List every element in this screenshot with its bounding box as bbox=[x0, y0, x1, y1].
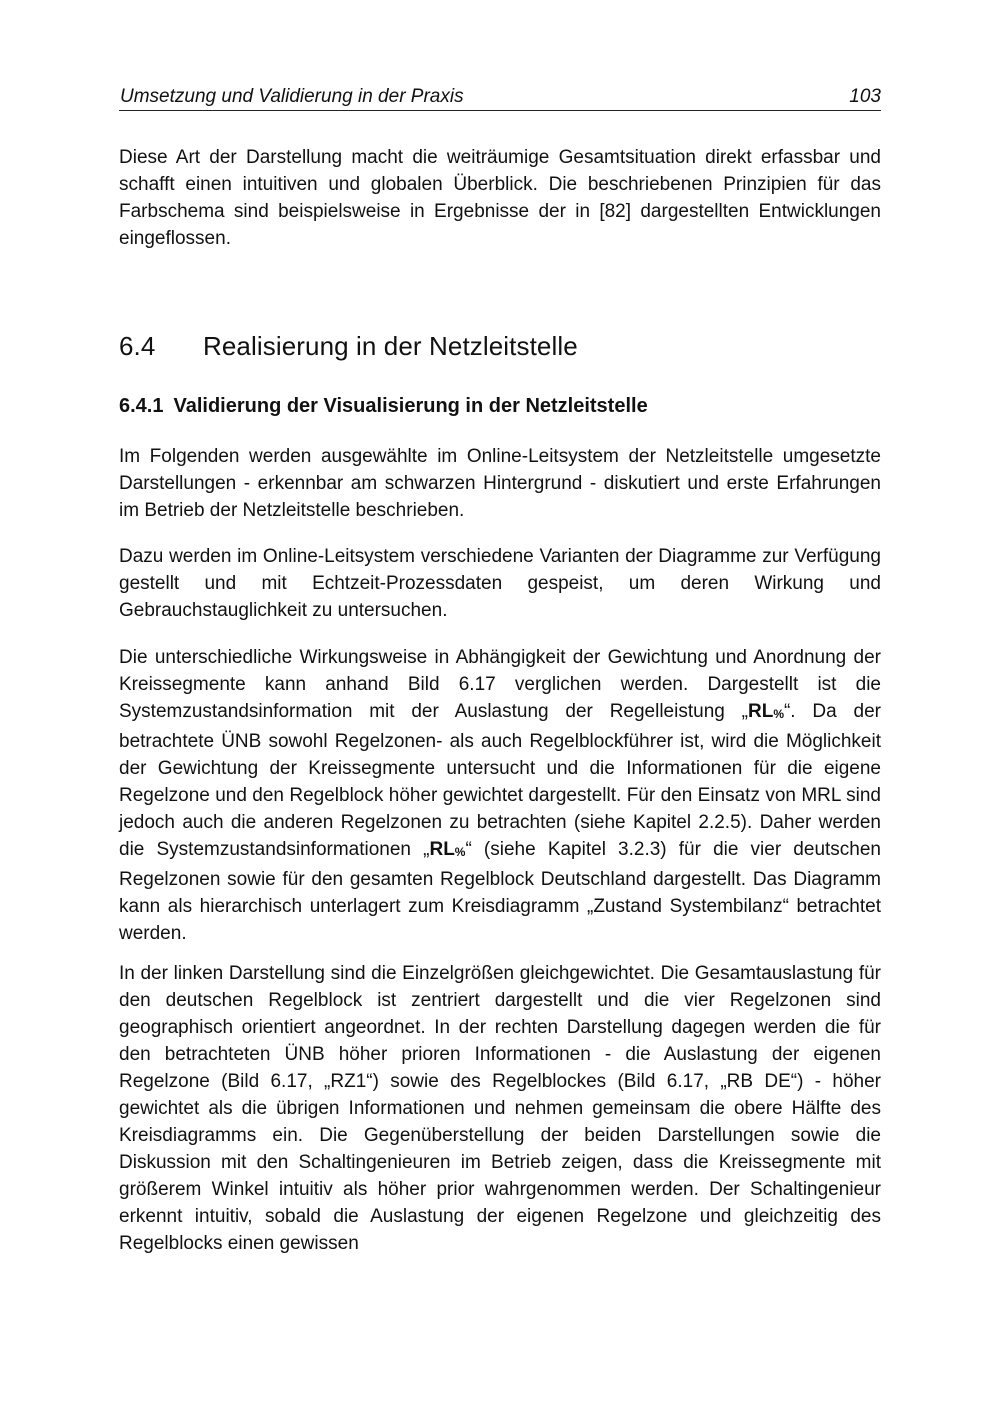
section-heading bbox=[119, 331, 578, 362]
header-title: Umsetzung und Validierung in der Praxis bbox=[120, 86, 464, 107]
paragraph-3-part-b: “. Da der betrachtete ÜNB sowohl Regelzonen- als auch Regelblockführer ist, wird die Möglichkeit der Gewichtung der Kreissegmente untersucht und die Informationen für die eigene Regelzone und den Regelblock höher gewichtet dargestellt. Für den Einsatz von MRL sind jedoch auch die anderen Regelzonen zu betrachten (siehe Kapitel 2.2.5). Daher werden die Systemzustandsinformationen „ bbox=[119, 701, 881, 860]
section-number: 6.4 bbox=[119, 331, 156, 361]
paragraph-2: Dazu werden im Online-Leitsystem verschiedene Varianten der Diagramme zur Verfügung gestellt und mit Echtzeit-Prozessdaten gespeist, um deren Wirkung und Gebrauchstauglichkeit zu untersuchen. bbox=[119, 546, 881, 621]
rl-percent-term: $RL_{\%}$ bbox=[747, 701, 784, 722]
page-number: 103 bbox=[849, 86, 881, 107]
subsection-heading bbox=[119, 395, 648, 418]
subsection-number: 6.4.1 bbox=[119, 395, 164, 417]
running-header bbox=[119, 84, 881, 111]
paragraph-4: In der linken Darstellung sind die Einzelgrößen gleichgewichtet. Die Gesamtauslastung für den deutschen Regelblock ist zentriert dargestellt und die vier Regelzonen sind geographisch orientiert angeordnet. In der rechten Darstellung dagegen werden die für den betrachteten ÜNB höher prioren Informationen - die Auslastung der eigenen Regelzone (Bild 6.17, „RZ1“) sowie des Regelblockes (Bild 6.17, „RB DE“) - höher gewichtet als die übrigen Informationen und nehmen gemeinsam die obere Hälfte des Kreisdiagramms ein. Die Gegenüberstellung der beiden Darstellungen sowie die Diskussion mit den Schaltingenieuren im Betrieb zeigen, dass die Kreissegmente mit größerem Winkel intuitiv als höher prior wahrgenommen werden. Der Schaltingenieur erkennt intuitiv, sobald die Auslastung der eigenen Regelzone und gleichzeitig des Regelblocks einen gewissen bbox=[119, 963, 881, 1254]
paragraph-3-part-a: Die unterschiedliche Wirkungsweise in Abhängigkeit der Gewichtung und Anordnung der Kreissegmente kann anhand Bild 6.17 verglichen werden. Dargestellt ist die Systemzustandsinformation mit der Auslastung der Regelleistung „ bbox=[119, 647, 881, 722]
subsection-title: Validierung der Visualisierung in der Netzleitstelle bbox=[173, 395, 648, 417]
rl-percent-term: $RL_{\%}$ bbox=[429, 839, 466, 860]
paragraph-3 bbox=[119, 644, 881, 947]
paragraph-3-part-c: “ (siehe Kapitel 3.2.3) für die vier deutschen Regelzonen sowie für den gesamten Regelblock Deutschland dargestellt. Das Diagramm kann als hierarchisch unterlagert zum Kreisdiagramm „Zustand Systembilanz“ betrachtet werden. bbox=[119, 839, 881, 944]
paragraph-1: Im Folgenden werden ausgewählte im Online-Leitsystem der Netzleitstelle umgesetzte Darstellungen - erkennbar am schwarzen Hintergrund - diskutiert und erste Erfahrungen im Betrieb der Netzleitstelle beschrieben. bbox=[119, 446, 881, 521]
section-title: Realisierung in der Netzleitstelle bbox=[203, 331, 578, 361]
intro-paragraph: Diese Art der Darstellung macht die weiträumige Gesamtsituation direkt erfassbar und schafft einen intuitiven und globalen Überblick. Die beschriebenen Prinzipien für das Farbschema sind beispielsweise in Ergebnisse der in [82] dargestellten Entwicklungen eingeflossen. bbox=[119, 147, 881, 249]
